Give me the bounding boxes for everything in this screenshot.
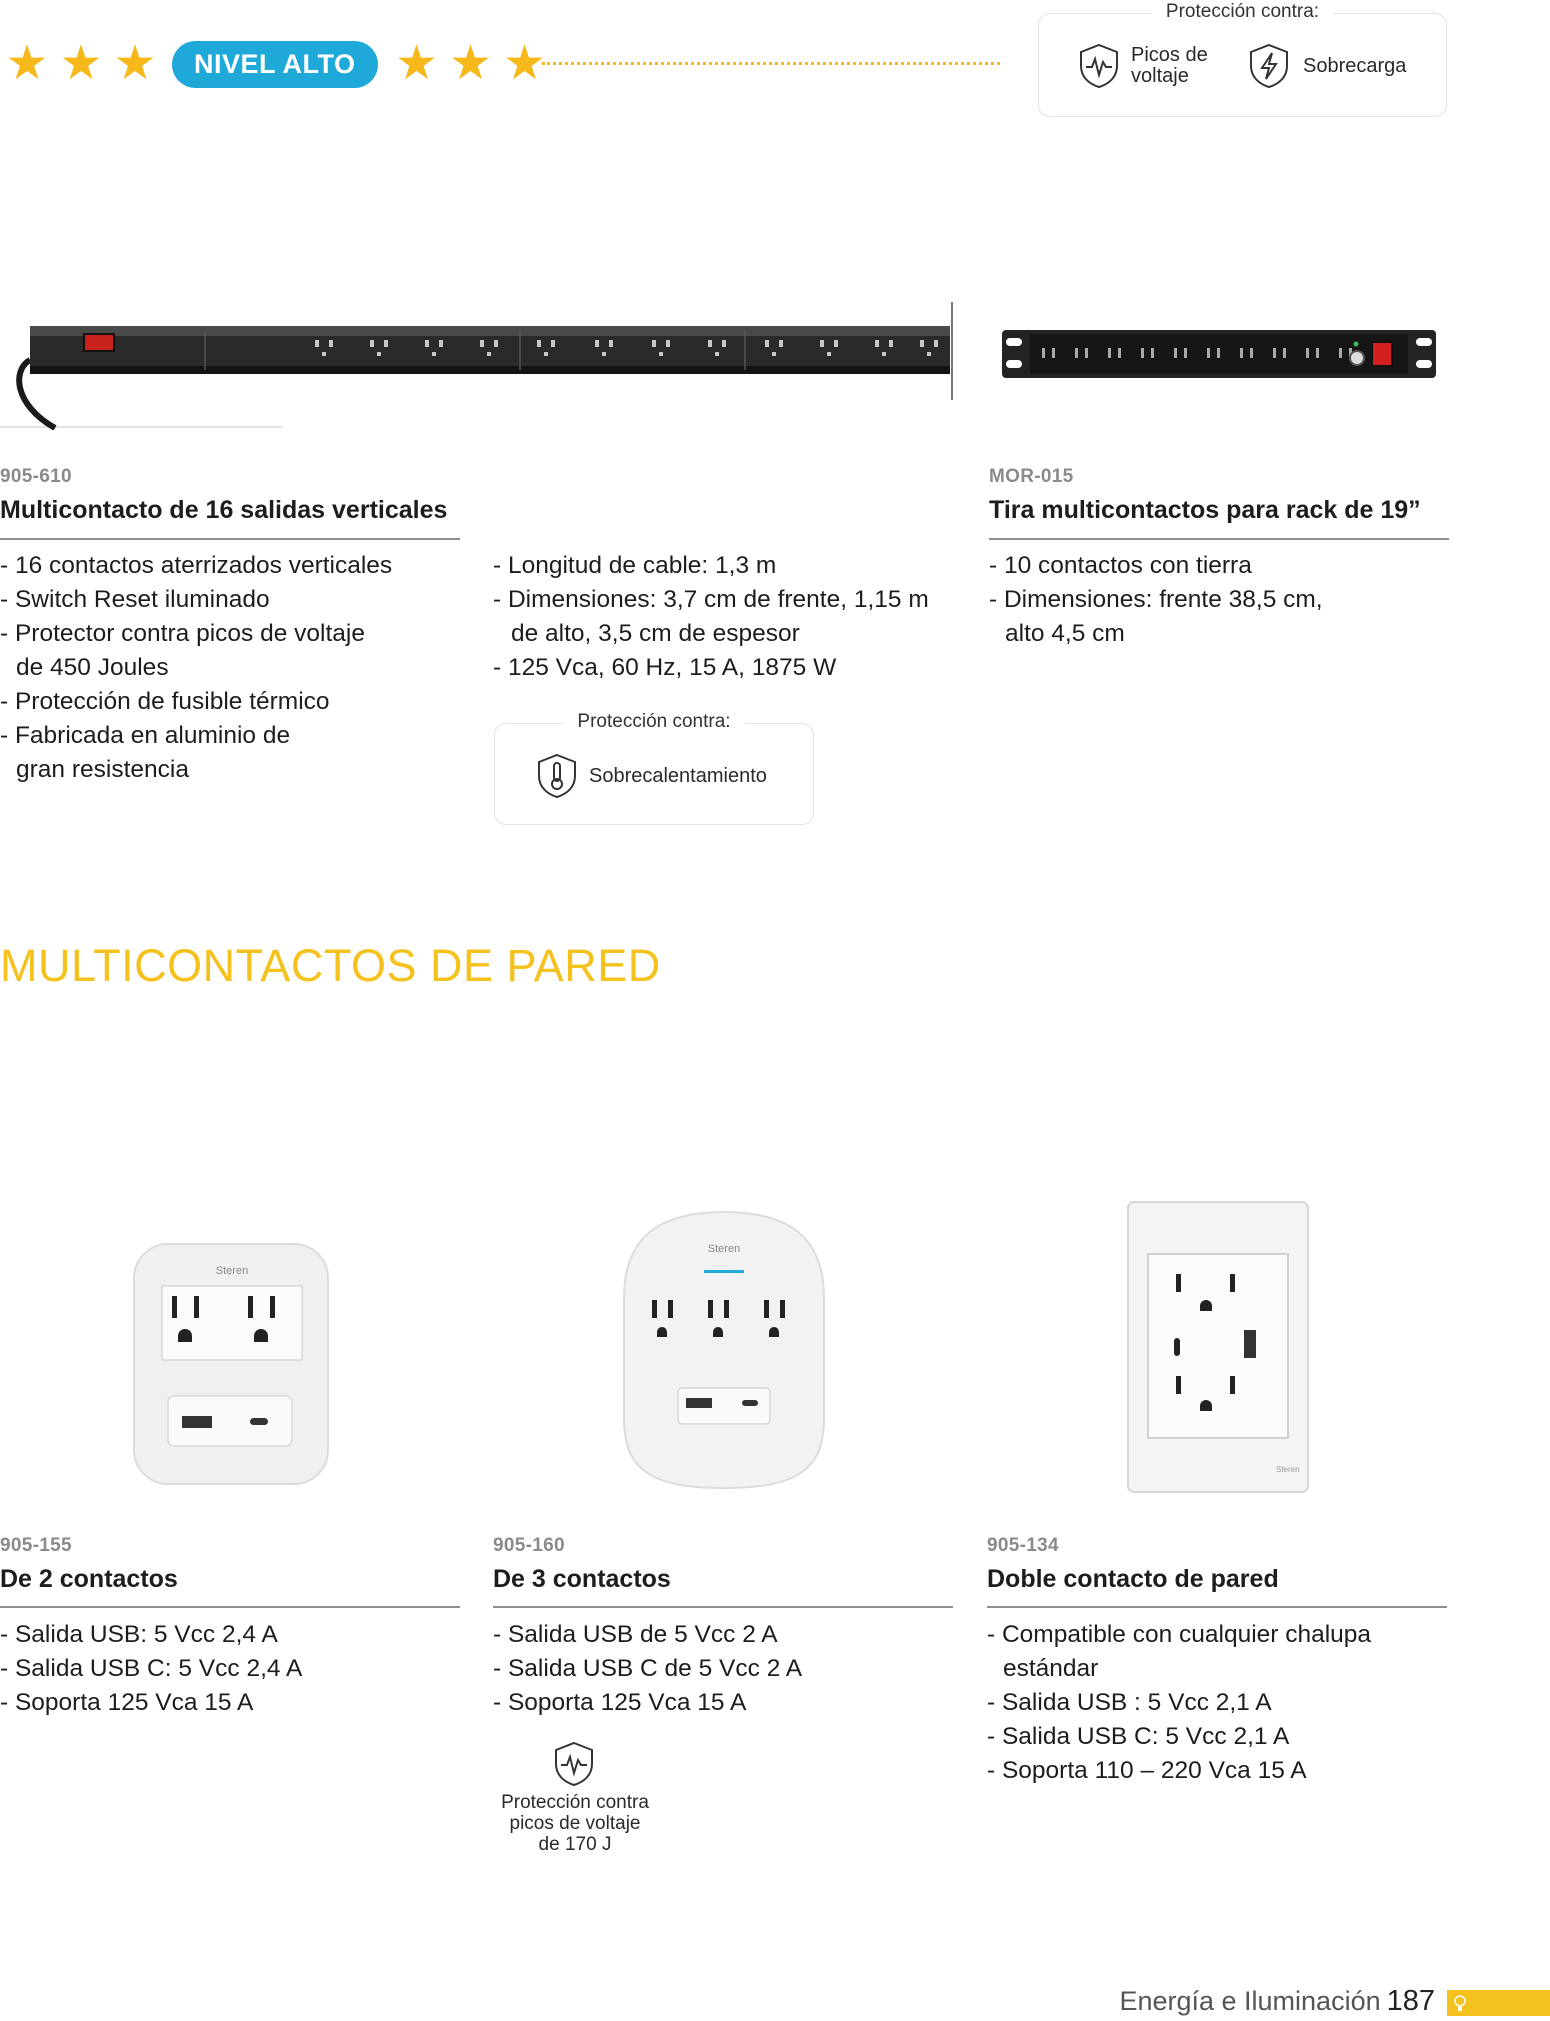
protection-label-line1: Picos de [1131, 44, 1208, 66]
feature-list [0, 1618, 460, 1720]
product-sku: 905-134 [987, 1535, 1059, 1556]
feature-item: - Protección de fusible térmico [0, 688, 330, 715]
title-divider [493, 1606, 953, 1608]
feature-item: - Compatible con cualquier chalupa [987, 1621, 1372, 1648]
section-title: MULTICONTACTOS DE PARED [0, 940, 661, 991]
feature-item: alto 4,5 cm [1005, 620, 1125, 647]
feature-item: - Soporta 110 – 220 Vca 15 A [987, 1757, 1307, 1784]
feature-item: - 125 Vca, 60 Hz, 15 A, 1875 W [493, 654, 837, 681]
caption-line: picos de voltaje [509, 1813, 641, 1834]
page-number: 187 [1386, 1985, 1435, 2017]
two-outlet-adapter-image [128, 1240, 334, 1488]
title-divider [0, 1606, 460, 1608]
feature-list [493, 1618, 953, 1720]
product-sku: 905-160 [493, 1535, 565, 1556]
rating-stars [0, 36, 552, 92]
protection-label: Sobrecarga [1303, 54, 1407, 77]
caption-line: de 170 J [538, 1834, 612, 1855]
product-title: Doble contacto de pared [987, 1565, 1279, 1593]
level-badge: NIVEL ALTO [172, 41, 378, 88]
feature-list [989, 549, 1449, 651]
title-divider [989, 538, 1449, 540]
feature-item: - 16 contactos aterrizados verticales [0, 552, 393, 579]
feature-item: - Salida USB C: 5 Vcc 2,1 A [987, 1723, 1290, 1750]
title-divider [0, 538, 460, 540]
footer-section: Energía e Iluminación [1119, 1986, 1381, 2016]
feature-item: - Dimensiones: frente 38,5 cm, [989, 586, 1323, 613]
footer-accent-bar [1447, 1990, 1550, 2016]
star-icon: ★ [5, 37, 49, 90]
product-title: De 2 contactos [0, 1565, 178, 1593]
feature-item: - Soporta 125 Vca 15 A [493, 1689, 747, 1716]
power-strip-vertical-image [0, 300, 960, 430]
star-icon: ★ [113, 37, 157, 90]
feature-item: - Salida USB C: 5 Vcc 2,4 A [0, 1655, 303, 1682]
feature-item: gran resistencia [16, 756, 189, 783]
caption-line: Protección contra [501, 1792, 649, 1813]
feature-list [0, 549, 480, 787]
svg-text:Steren: Steren [707, 1243, 741, 1255]
star-icon: ★ [449, 37, 493, 90]
feature-item: - Switch Reset iluminado [0, 586, 270, 613]
shield-pulse-icon [552, 1740, 596, 1788]
double-wall-outlet-image [1126, 1200, 1310, 1494]
dotted-divider [542, 62, 1000, 65]
shield-bolt-icon [1247, 42, 1291, 90]
feature-list-col2 [493, 549, 973, 685]
protection-item-voltage [1077, 42, 1208, 90]
feature-item: - Fabricada en aluminio de [0, 722, 291, 749]
feature-item: - Salida USB de 5 Vcc 2 A [493, 1621, 778, 1648]
protection-item-overheat [535, 752, 767, 800]
product-sku: MOR-015 [989, 466, 1074, 487]
feature-item: de alto, 3,5 cm de espesor [511, 620, 800, 647]
protection-caption [484, 1792, 666, 1855]
feature-item: - Salida USB C de 5 Vcc 2 A [493, 1655, 803, 1682]
lightbulb-icon [1447, 1990, 1473, 2016]
svg-text:Steren: Steren [215, 1265, 249, 1277]
feature-item: - Salida USB : 5 Vcc 2,1 A [987, 1689, 1272, 1716]
page-footer [1119, 1985, 1435, 2018]
feature-item: - Salida USB: 5 Vcc 2,4 A [0, 1621, 278, 1648]
three-outlet-adapter-image [620, 1208, 828, 1492]
shield-pulse-icon [1077, 42, 1121, 90]
feature-list [987, 1618, 1447, 1788]
star-icon: ★ [59, 37, 103, 90]
feature-item: - 10 contactos con tierra [989, 552, 1252, 579]
feature-item: - Longitud de cable: 1,3 m [493, 552, 777, 579]
protection-box-top [1038, 1, 1447, 117]
feature-item: - Dimensiones: 3,7 cm de frente, 1,15 m [493, 586, 929, 613]
feature-item: de 450 Joules [16, 654, 169, 681]
product-title: Tira multicontactos para rack de 19” [989, 496, 1421, 524]
protection-label: Sobrecalentamiento [589, 764, 767, 787]
product-title: De 3 contactos [493, 1565, 671, 1593]
rack-power-strip-image [1000, 326, 1440, 382]
protection-title: Protección contra: [1152, 1, 1333, 23]
product-title: Multicontacto de 16 salidas verticales [0, 496, 448, 524]
feature-item: - Soporta 125 Vca 15 A [0, 1689, 254, 1716]
feature-item: estándar [1003, 1655, 1099, 1682]
product-sku: 905-610 [0, 466, 72, 487]
shield-thermometer-icon [535, 752, 579, 800]
protection-box-overheat [494, 711, 814, 825]
feature-item: - Protector contra picos de voltaje [0, 620, 365, 647]
title-divider [987, 1606, 1447, 1608]
star-icon: ★ [395, 37, 439, 90]
protection-label-line2: voltaje [1131, 65, 1189, 87]
protection-item-overload [1247, 42, 1406, 90]
protection-title: Protección contra: [563, 711, 744, 733]
product-sku: 905-155 [0, 1535, 72, 1556]
svg-text:Steren: Steren [1276, 1465, 1300, 1474]
star-icon: ★ [503, 37, 547, 90]
